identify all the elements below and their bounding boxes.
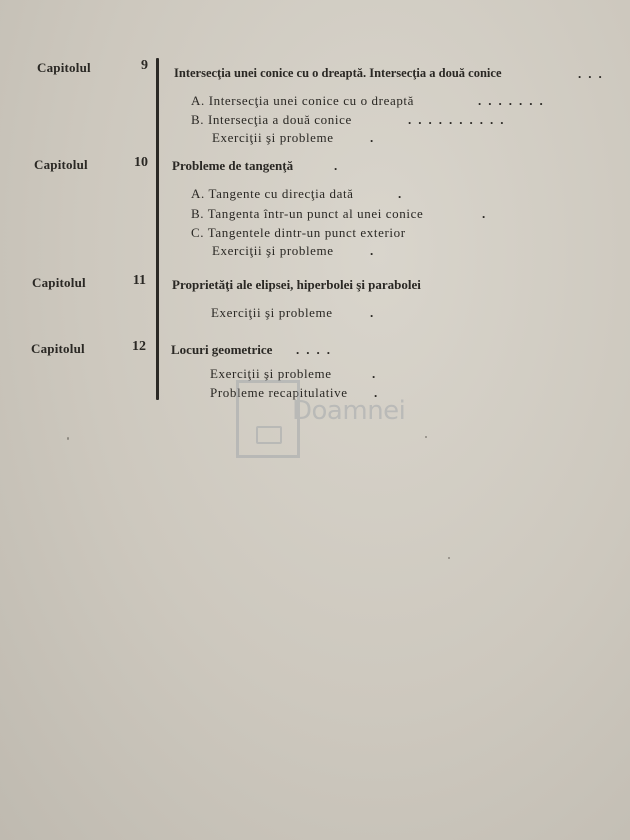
chapter-number: 9: [141, 58, 148, 73]
chapter-title: Proprietăţi ale elipsei, hiperbolei şi parabolei: [172, 277, 421, 292]
paper-speck: [448, 557, 450, 559]
vertical-rule: [156, 58, 159, 400]
chapter-number: 12: [132, 339, 146, 354]
chapter-label: Capitolul: [31, 341, 85, 356]
leader-dots: .......: [478, 93, 550, 108]
chapter-title: Intersecţia unei conice cu o dreaptă. Intersecţia a două conice: [174, 66, 502, 80]
paper-speck: [425, 436, 427, 438]
section-entry: Exerciţii şi probleme: [212, 243, 334, 258]
section-entry: B. Tangenta într-un punct al unei conice: [191, 206, 424, 221]
section-entry: A. Intersecţia unei conice cu o dreaptă: [191, 93, 414, 108]
leader-dots: .: [482, 206, 493, 221]
section-entry: Exerciţii şi probleme: [210, 366, 332, 381]
chapter-title: Locuri geometrice: [171, 342, 273, 357]
leader-dots: .: [370, 130, 381, 145]
leader-dots: .: [398, 186, 409, 201]
watermark-frame-icon: [236, 380, 300, 458]
section-entry: Probleme recapitulative: [210, 385, 348, 400]
section-entry: B. Intersecţia a două conice: [191, 112, 352, 127]
book-icon: [256, 426, 282, 444]
leader-dots: .: [374, 385, 385, 400]
chapter-label: Capitolul: [34, 157, 88, 172]
leader-dots: ..........: [408, 112, 511, 127]
watermark-logo: [236, 380, 406, 460]
section-entry: A. Tangente cu direcţia dată: [191, 186, 354, 201]
section-entry: Exerciţii şi probleme: [212, 130, 334, 145]
chapter-label: Capitolul: [37, 60, 91, 75]
section-entry: C. Tangentele dintr-un punct exterior: [191, 225, 406, 240]
chapter-title: Probleme de tangenţă: [172, 158, 294, 173]
chapter-label: Capitolul: [32, 275, 86, 290]
leader-dots: .: [370, 305, 381, 320]
leader-dots: .: [372, 366, 383, 381]
chapter-number: 11: [132, 273, 146, 288]
leader-dots: .: [334, 158, 345, 173]
leader-dots: ...: [578, 66, 609, 81]
paper-speck: [67, 437, 69, 440]
watermark-text: Doamnei: [292, 396, 406, 426]
section-entry: Exerciţii şi probleme: [211, 305, 333, 320]
leader-dots: ....: [296, 342, 337, 357]
chapter-number: 10: [134, 155, 148, 170]
leader-dots: .: [370, 243, 381, 258]
